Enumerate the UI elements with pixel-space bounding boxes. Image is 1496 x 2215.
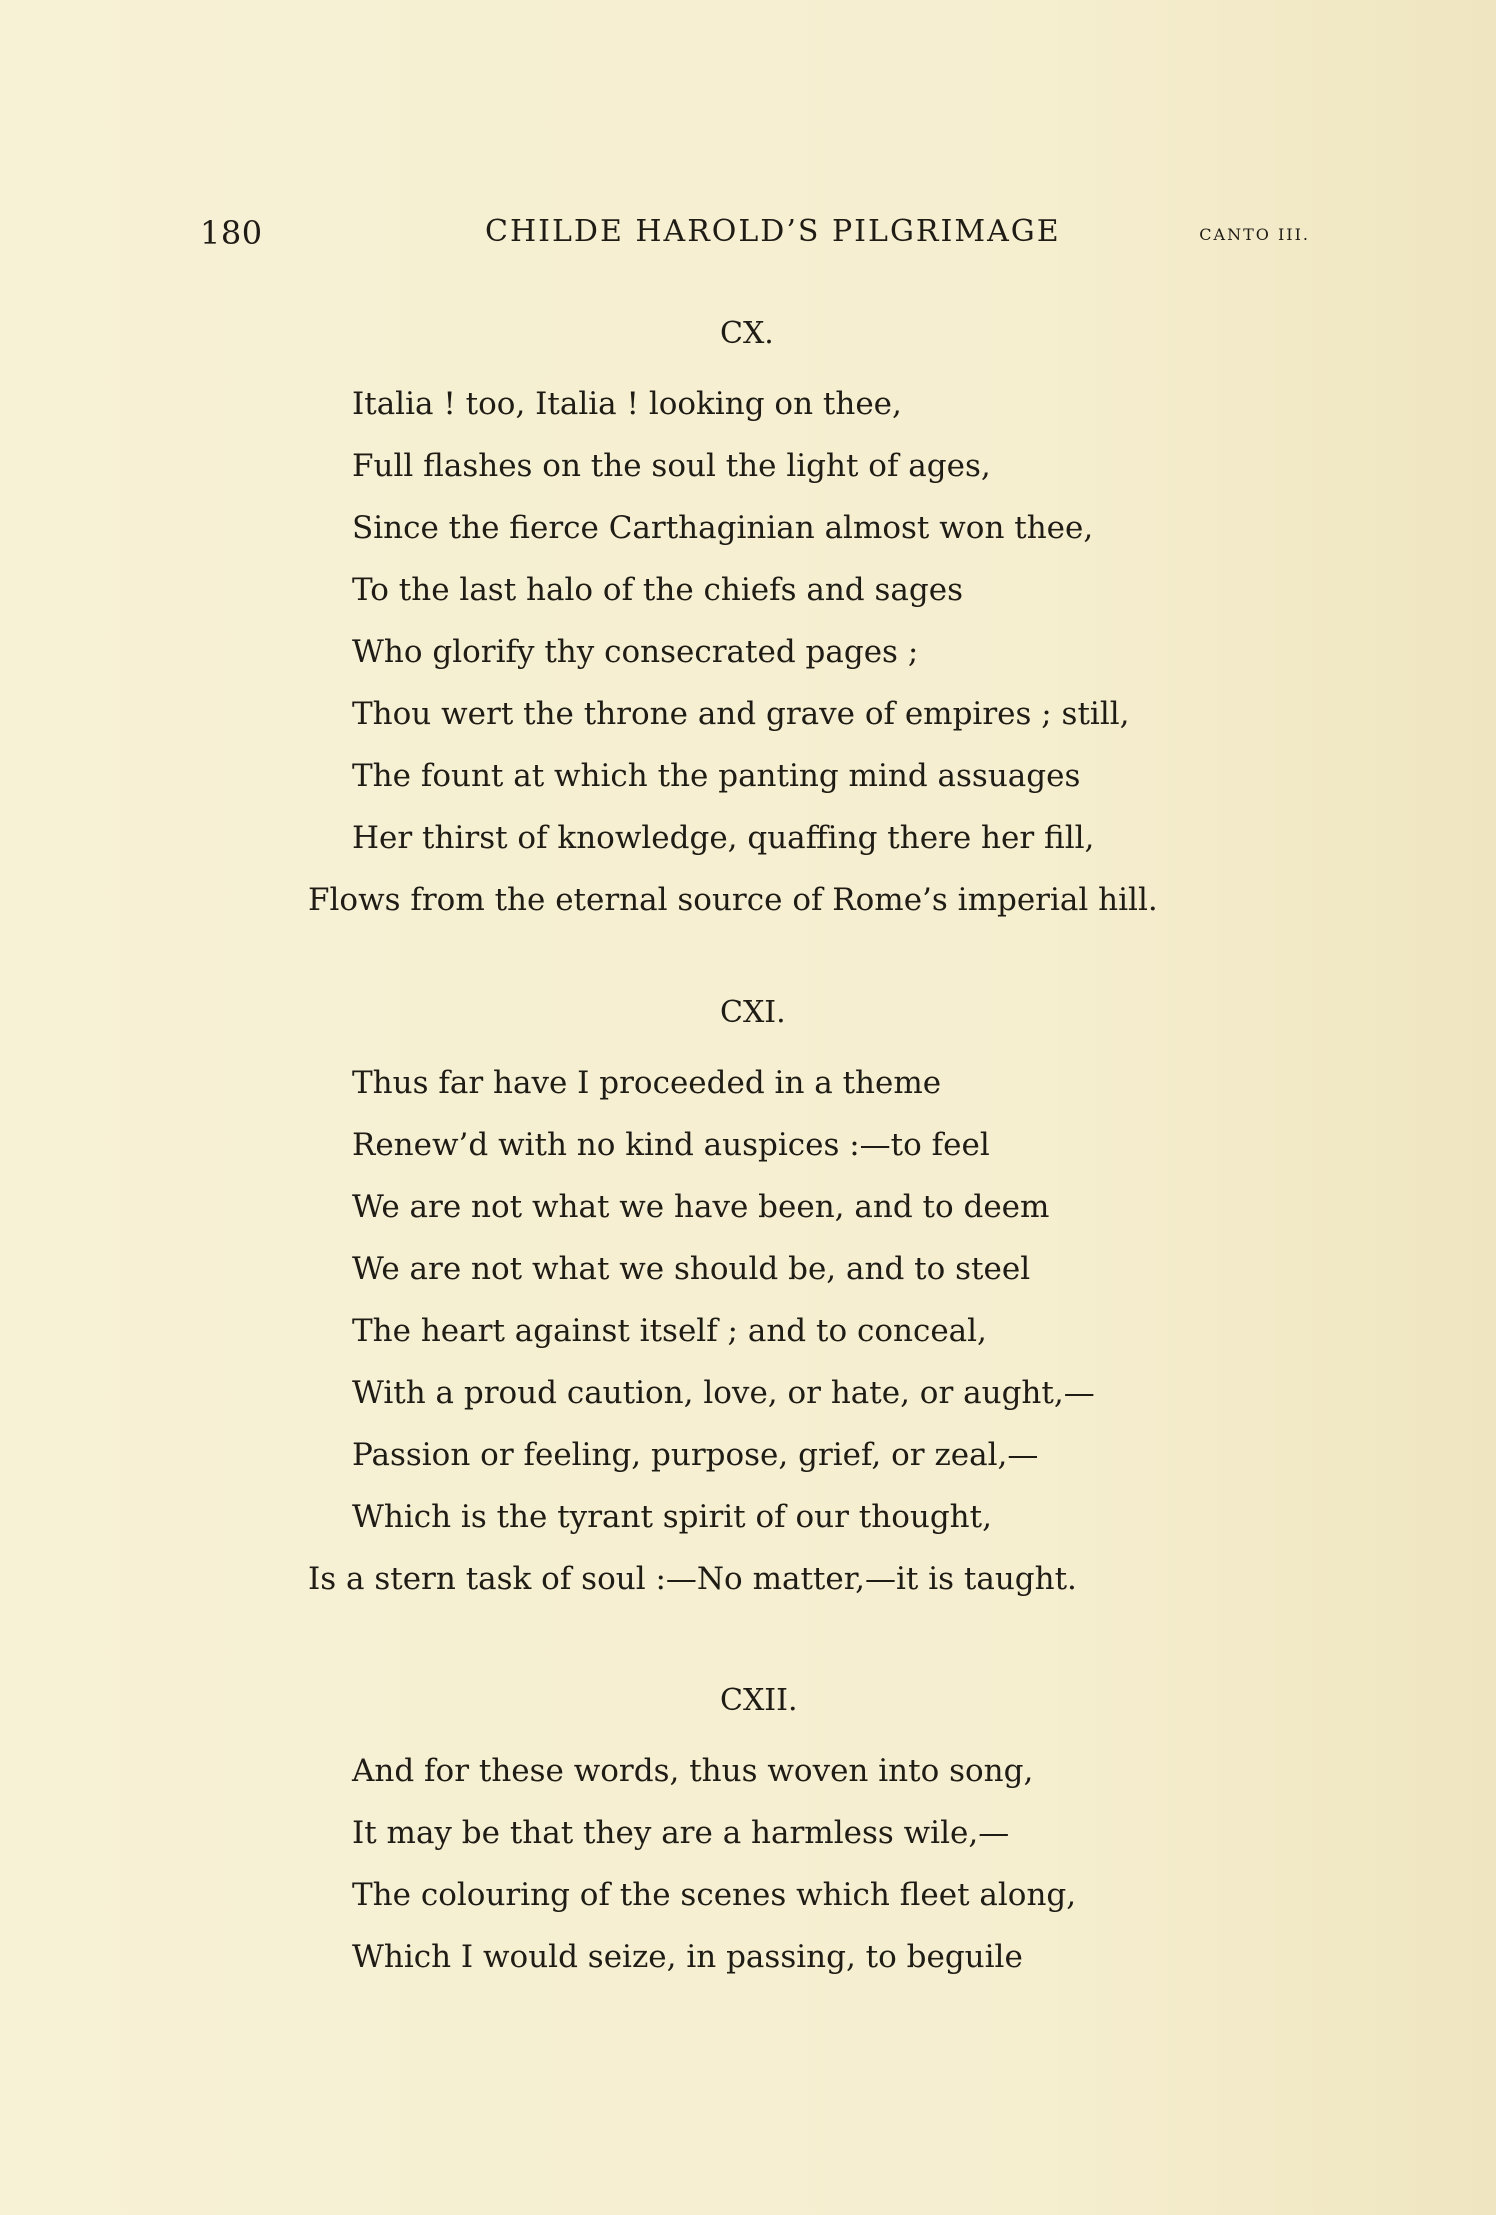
verse-line: Thus far have I proceeded in a theme — [352, 1065, 942, 1101]
verse-line: The colouring of the scenes which fleet along, — [352, 1877, 1077, 1913]
verse-line-alexandrine: Is a stern task of soul :—No matter,—it is taught. — [308, 1561, 1077, 1597]
verse-line: Italia ! too, Italia ! looking on thee, — [352, 386, 902, 422]
verse-line: It may be that they are a harmless wile,— — [352, 1815, 1010, 1851]
stanza-number: CX. — [720, 316, 774, 351]
verse-line: The heart against itself ; and to conceal, — [352, 1313, 987, 1349]
verse-line: Passion or feeling, purpose, grief, or zeal,— — [352, 1437, 1039, 1473]
stanza-number: CXI. — [720, 995, 786, 1030]
stanza-lines — [300, 386, 1158, 944]
verse-line: We are not what we have been, and to deem — [352, 1189, 1050, 1225]
verse-line: Which is the tyrant spirit of our thought, — [352, 1499, 992, 1535]
stanza-lines — [300, 1065, 1095, 1623]
verse-line: And for these words, thus woven into song, — [352, 1753, 1034, 1789]
verse-line-alexandrine: Flows from the eternal source of Rome’s imperial hill. — [308, 882, 1158, 918]
verse-line: Full flashes on the soul the light of ages, — [352, 448, 991, 484]
running-head — [200, 214, 1310, 262]
verse-line: Who glorify thy consecrated pages ; — [352, 634, 919, 670]
verse-line: Her thirst of knowledge, quaffing there her fill, — [352, 820, 1095, 856]
canto-label: CANTO III. — [1199, 225, 1310, 244]
verse-line: Since the fierce Carthaginian almost won thee, — [352, 510, 1094, 546]
verse-line: Which I would seize, in passing, to beguile — [352, 1939, 1023, 1975]
stanza-lines — [300, 1753, 1076, 2001]
verse-line: The fount at which the panting mind assuages — [352, 758, 1081, 794]
verse-line: Thou wert the throne and grave of empires ; still, — [352, 696, 1130, 732]
page-number: 180 — [200, 214, 263, 252]
stanza-number: CXII. — [720, 1683, 798, 1718]
running-title: CHILDE HAROLD’S PILGRIMAGE — [485, 214, 1061, 249]
verse-line: We are not what we should be, and to steel — [352, 1251, 1031, 1287]
verse-line: To the last halo of the chiefs and sages — [352, 572, 963, 608]
verse-line: Renew’d with no kind auspices :—to feel — [352, 1127, 990, 1163]
verse-line: With a proud caution, love, or hate, or aught,— — [352, 1375, 1095, 1411]
